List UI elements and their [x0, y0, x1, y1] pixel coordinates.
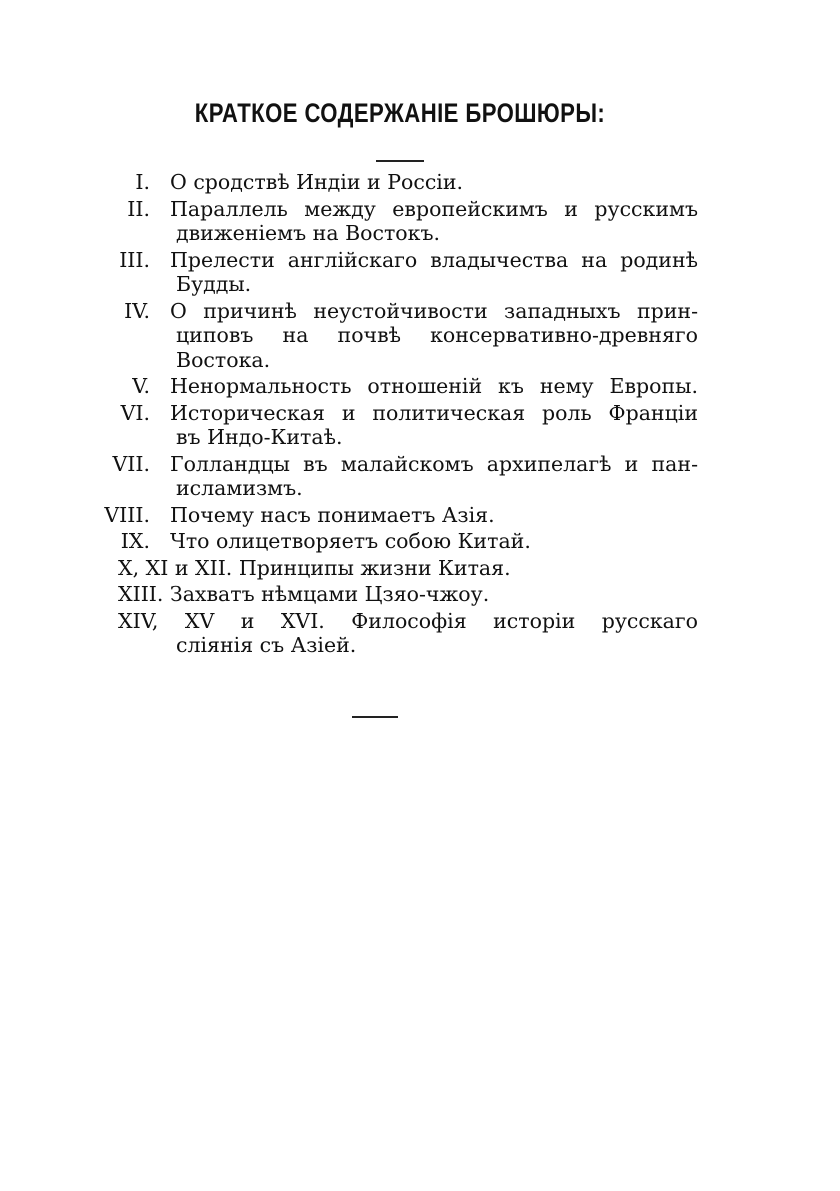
entry-text: Ненормальность отношеній къ нему Европы. [170, 374, 698, 398]
chapter-number: IX. [120, 529, 150, 553]
entry-text: Прелести англійскаго владычества на родинѣ [170, 247, 698, 272]
entry-text-continued: циповъ на почвѣ консервативно-древняго [176, 323, 698, 347]
chapter-number: II. [127, 196, 150, 221]
toc-entry [0, 503, 840, 528]
entry-text: X, XI и XII. Принципы жизни Китая. [118, 555, 511, 580]
entry-text: О причинѣ неустойчивости западныхъ прин- [170, 298, 698, 323]
entry-text: XIV, XV и XVI. Философія исторіи русскаго [118, 608, 698, 633]
toc-entry [0, 374, 840, 399]
page-title: КРАТКОЕ СОДЕРЖАНІЕ БРОШЮРЫ: [194, 98, 606, 128]
toc-entry [0, 582, 840, 607]
entry-text: Почему насъ понимаетъ Азія. [170, 502, 495, 527]
toc-entry [0, 529, 840, 554]
entry-text-continued: исламизмъ. [176, 476, 303, 500]
entry-text-continued: движеніемъ на Востокъ. [176, 221, 441, 245]
toc-entry [0, 299, 840, 373]
chapter-number: I. [135, 170, 150, 194]
toc-entry [0, 248, 840, 297]
table-of-contents [0, 170, 840, 660]
entry-text: XIII. Захватъ нѣмцами Цзяо-чжоу. [118, 582, 490, 606]
toc-entry [0, 197, 840, 246]
entry-text: Голландцы въ малайскомъ архипелагѣ и пан- [170, 451, 698, 476]
bottom-divider [352, 716, 398, 718]
entry-text-continued: слiянія съ Азіей. [176, 633, 357, 657]
top-divider [376, 160, 424, 162]
chapter-number: VII. [112, 451, 150, 476]
entry-text-continued: Будды. [176, 272, 252, 296]
toc-entry [0, 170, 840, 195]
entry-text-continued: въ Индо-Китаѣ. [176, 425, 343, 449]
chapter-number: IV. [124, 298, 150, 323]
chapter-number: III. [119, 247, 150, 272]
entry-text: Параллель между европейскимъ и русскимъ [170, 196, 698, 221]
entry-text: Что олицетворяетъ собою Китай. [170, 529, 531, 553]
entry-text: Историческая и политическая роль Франціи [170, 400, 698, 425]
toc-entry [0, 556, 840, 581]
toc-entry [0, 401, 840, 450]
chapter-number: VI. [120, 400, 150, 425]
toc-entry [0, 452, 840, 501]
entry-text-continued: Востока. [176, 347, 271, 372]
entry-text: О сродствѣ Индіи и Россіи. [170, 170, 464, 194]
chapter-number: V. [132, 374, 150, 398]
chapter-number: VIII. [104, 502, 150, 527]
toc-entry [0, 609, 840, 658]
